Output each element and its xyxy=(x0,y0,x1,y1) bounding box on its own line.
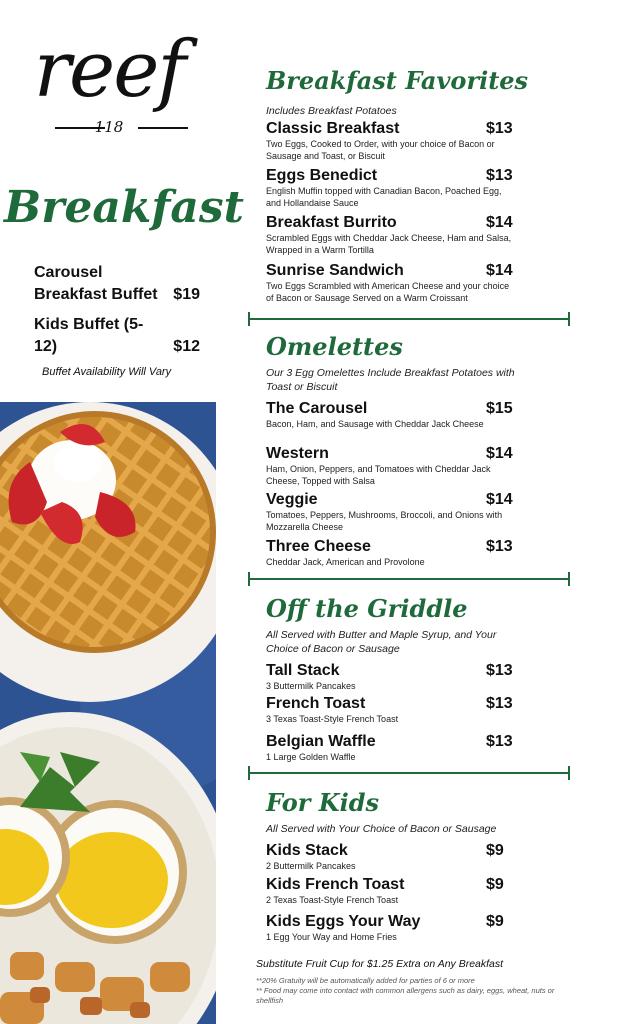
item-price: $14 xyxy=(486,491,513,508)
item-name: Eggs Benedict xyxy=(266,167,378,184)
item-price: $13 xyxy=(486,695,513,712)
item-description: 2 Texas Toast-Style French Toast xyxy=(266,895,399,905)
buffet-item xyxy=(34,314,206,358)
item-description: Ham, Onion, Peppers, and Tomatoes with Cheddar Jack Cheese, Topped with Salsa xyxy=(266,464,491,486)
item-price: $14 xyxy=(486,445,513,462)
menu-item xyxy=(266,262,516,304)
item-description: 2 Buttermilk Pancakes xyxy=(266,861,356,871)
section-subtitle-omelettes: Our 3 Egg Omelettes Include Breakfast Potatoes with Toast or Biscuit xyxy=(266,367,515,393)
menu-item xyxy=(266,120,516,162)
menu-item xyxy=(266,695,516,725)
item-description: Bacon, Ham, and Sausage with Cheddar Jack Cheese xyxy=(266,419,484,429)
item-name: Classic Breakfast xyxy=(266,120,400,137)
section-divider xyxy=(248,318,570,320)
item-description: 3 Buttermilk Pancakes xyxy=(266,681,356,691)
buffet-name: Kids Buffet (5-12) xyxy=(34,316,144,355)
menu-item xyxy=(266,842,516,872)
item-description: Two Eggs, Cooked to Order, with your choice of Bacon or Sausage and Toast, or Biscuit xyxy=(266,139,495,161)
item-name: Kids Eggs Your Way xyxy=(266,913,421,930)
fine-print xyxy=(256,976,556,1006)
item-description: Scrambled Eggs with Cheddar Jack Cheese, Ham and Salsa, Wrapped in a Warm Tortilla xyxy=(266,233,512,255)
menu-item xyxy=(266,167,516,209)
food-photo-illustration xyxy=(0,402,216,1024)
menu-item xyxy=(266,876,516,906)
menu-item xyxy=(266,733,516,763)
item-description: Tomatoes, Peppers, Mushrooms, Broccoli, and Onions with Mozzarella Cheese xyxy=(266,510,503,532)
buffet-price: $19 xyxy=(173,286,200,303)
item-name: Belgian Waffle xyxy=(266,733,376,750)
item-name: Three Cheese xyxy=(266,538,371,555)
buffet-item xyxy=(34,262,206,306)
item-description: 3 Texas Toast-Style French Toast xyxy=(266,714,399,724)
item-name: Kids Stack xyxy=(266,842,348,859)
item-name: Kids French Toast xyxy=(266,876,405,893)
logo-number: 118 xyxy=(94,118,124,136)
reef-logo xyxy=(0,25,218,138)
item-price: $14 xyxy=(486,262,513,279)
gratuity-note: **20% Gratuity will be automatically added for parties of 6 or more xyxy=(256,976,475,985)
section-title-griddle: Off the Griddle xyxy=(266,594,468,623)
item-price: $14 xyxy=(486,214,513,231)
menu-item xyxy=(266,445,516,487)
food-photo xyxy=(0,402,216,1024)
section-divider xyxy=(248,578,570,580)
item-price: $13 xyxy=(486,733,513,750)
item-name: Tall Stack xyxy=(266,662,340,679)
item-name: Breakfast Burrito xyxy=(266,214,397,231)
substitute-note: Substitute Fruit Cup for $1.25 Extra on Any Breakfast xyxy=(256,958,504,970)
buffet-note: Buffet Availability Will Vary xyxy=(42,366,172,378)
item-price: $9 xyxy=(486,876,504,893)
item-description: English Muffin topped with Canadian Bacon, Poached Egg, and Hollandaise Sauce xyxy=(266,186,502,208)
item-description: Two Eggs Scrambled with American Cheese and your choice of Bacon or Sausage Served on a Warm Croissant xyxy=(266,281,510,303)
section-divider xyxy=(248,772,570,774)
section-subtitle-kids: All Served with Your Choice of Bacon or Sausage xyxy=(266,823,497,835)
item-name: The Carousel xyxy=(266,400,368,417)
menu-item xyxy=(266,400,516,430)
menu-item xyxy=(266,491,516,533)
item-description: 1 Egg Your Way and Home Fries xyxy=(266,932,397,942)
section-title-kids: For Kids xyxy=(266,788,380,817)
allergen-note: ** Food may come into contact with common allergens such as dairy, eggs, wheat, nuts or shellfish xyxy=(256,986,555,1005)
item-description: Cheddar Jack, American and Provolone xyxy=(266,557,425,567)
logo-rule-right xyxy=(138,127,188,129)
section-title-omelettes: Omelettes xyxy=(266,332,403,361)
logo-word: reef xyxy=(33,25,185,115)
menu-item xyxy=(266,538,516,568)
item-description: 1 Large Golden Waffle xyxy=(266,752,356,762)
item-price: $13 xyxy=(486,662,513,679)
menu-item xyxy=(266,214,516,256)
item-price: $15 xyxy=(486,400,513,417)
menu-item xyxy=(266,662,516,692)
item-name: Veggie xyxy=(266,491,318,508)
breakfast-title: Breakfast xyxy=(4,182,244,233)
section-subtitle-favorites: Includes Breakfast Potatoes xyxy=(266,105,397,117)
menu-item xyxy=(266,913,516,943)
item-price: $9 xyxy=(486,842,504,859)
left-column xyxy=(0,0,244,1024)
item-price: $9 xyxy=(486,913,504,930)
item-price: $13 xyxy=(486,538,513,555)
buffet-name: Carousel Breakfast Buffet xyxy=(34,264,158,303)
buffet-price: $12 xyxy=(173,338,200,355)
item-name: Western xyxy=(266,445,329,462)
item-price: $13 xyxy=(486,167,513,184)
item-price: $13 xyxy=(486,120,513,137)
section-subtitle-griddle: All Served with Butter and Maple Syrup, and Your Choice of Bacon or Sausage xyxy=(266,629,497,655)
section-title-favorites: Breakfast Favorites xyxy=(266,66,529,95)
logo-number-row xyxy=(0,116,218,138)
item-name: French Toast xyxy=(266,695,366,712)
item-name: Sunrise Sandwich xyxy=(266,262,404,279)
